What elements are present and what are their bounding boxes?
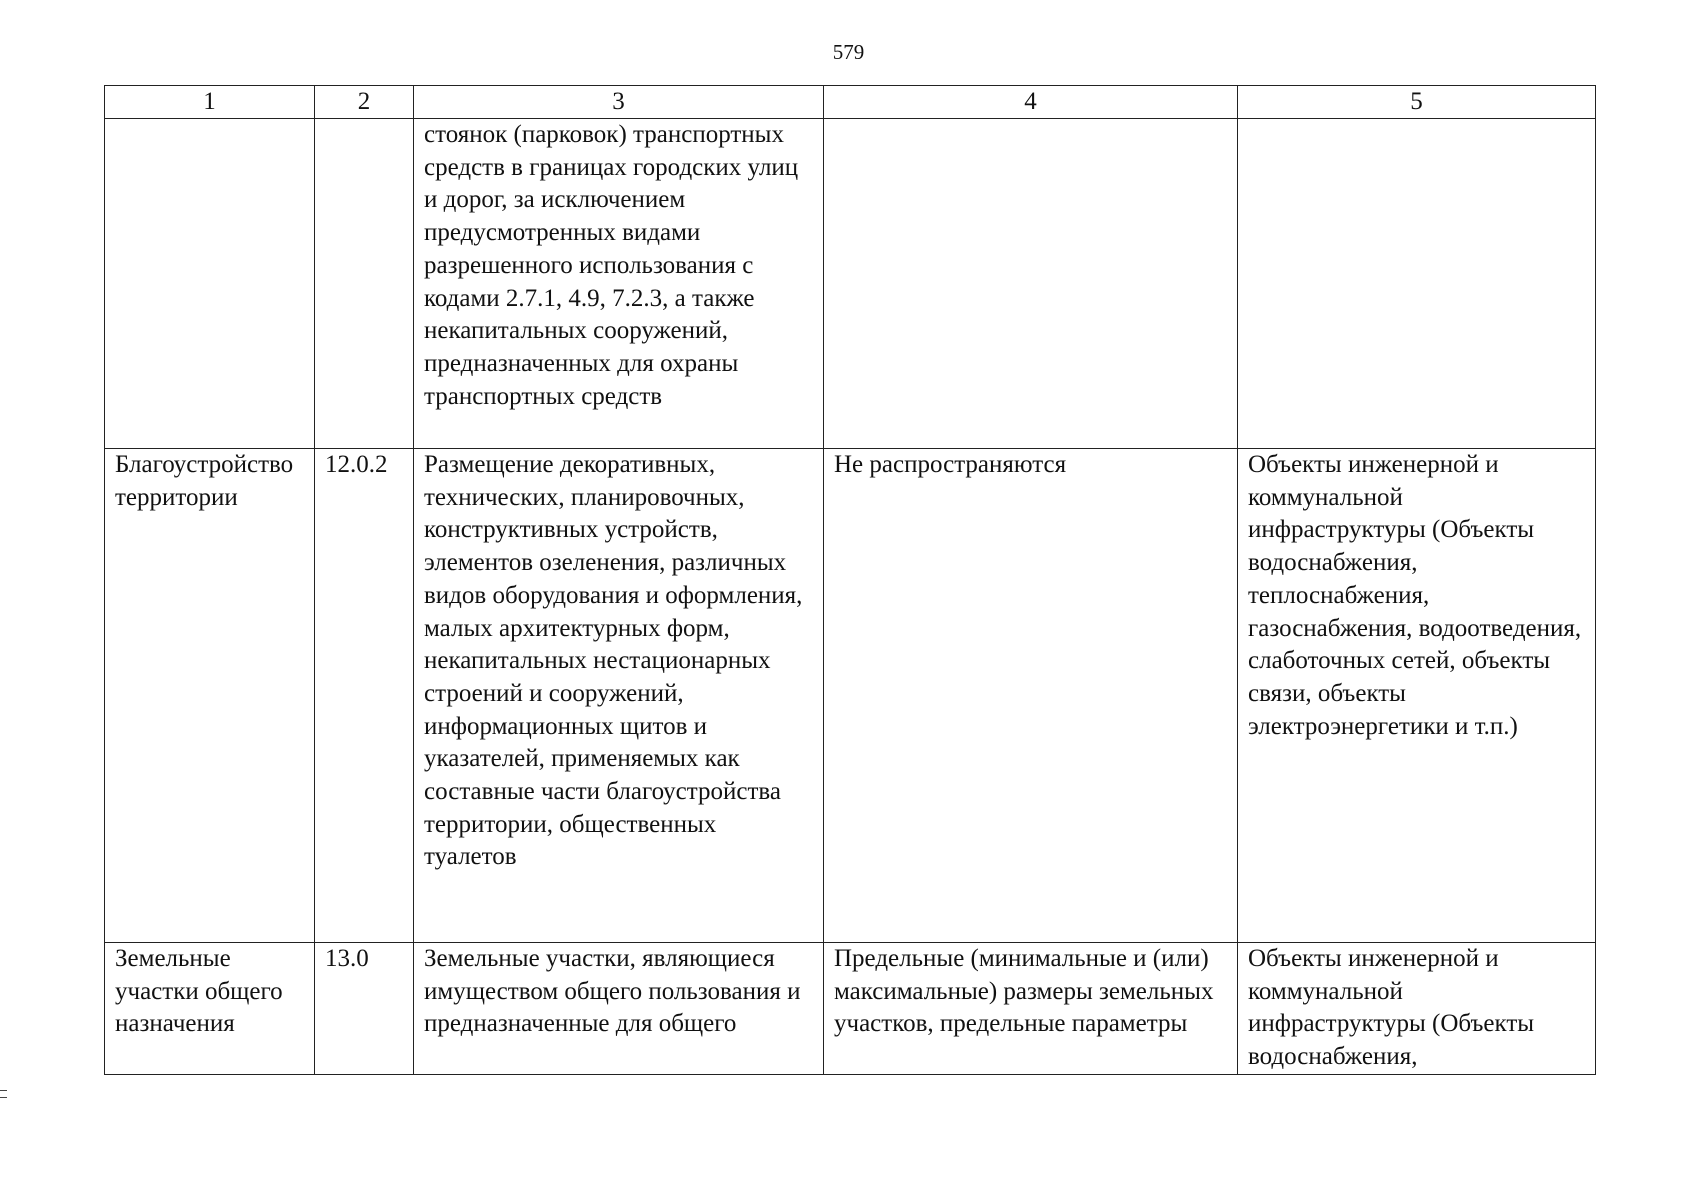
cell-land-use-description [414, 943, 824, 1075]
cell-clip: Земельные участки, являющиеся имуществом общего пользования и предназначенные для общего [424, 945, 801, 1038]
cell-auxiliary-objects: Объекты инженерной и коммунальной инфраструктуры (Объекты водоснабжения, теплоснабжения, газоснабжения, водоотведения, слаботочных сетей, объекты связи, объекты электроэнергетики и т.п.) [1238, 449, 1596, 943]
cell-land-use-name [105, 119, 315, 449]
column-header-5: 5 [1238, 86, 1596, 119]
cell-clip: Объекты инженерной и коммунальной инфраструктуры (Объекты водоснабжения, [1248, 945, 1535, 1071]
cell-land-use-description: Размещение декоративных, технических, планировочных, конструктивных устройств, элементов озеленения, различных видов оборудования и оформления, малых архитектурных форм, некапитальных нестационарных строений и сооружений, информационных щитов и указателей, применяемых как составные части благоустройства территории, общественных туалетов [414, 449, 824, 943]
cell-limit-parameters: Не распространяются [824, 449, 1238, 943]
cell-auxiliary-objects [1238, 119, 1596, 449]
table-header-row [105, 86, 1596, 119]
cell-limit-parameters [824, 943, 1238, 1075]
cell-land-use-code [315, 943, 414, 1075]
table-row [105, 943, 1596, 1075]
cell-clip: 13.0 [325, 945, 369, 972]
column-header-2: 2 [315, 86, 414, 119]
cell-land-use-code: 12.0.2 [315, 449, 414, 943]
column-header-1: 1 [105, 86, 315, 119]
cell-land-use-name [105, 943, 315, 1075]
cell-clip: Предельные (минимальные и (или) максимальные) размеры земельных участков, предельные параметры [834, 945, 1214, 1038]
zoning-table [104, 85, 1596, 1075]
cell-clip: Земельные участки общего назначения [115, 945, 283, 1038]
table-row [105, 449, 1596, 943]
table-row [105, 119, 1596, 449]
page-number: 579 [832, 40, 865, 64]
cell-land-use-description: стоянок (парковок) транспортных средств в границах городских улиц и дорог, за исключением предусмотренных видами разрешенного использования с кодами 2.7.1, 4.9, 7.2.3, а также некапитальных сооружений, предназначенных для охраны транспортных средств [414, 119, 824, 449]
cell-land-use-code [315, 119, 414, 449]
column-header-3: 3 [414, 86, 824, 119]
scan-artifact [0, 1090, 7, 1098]
column-header-4: 4 [824, 86, 1238, 119]
cell-land-use-name: Благоустройство территории [105, 449, 315, 943]
cell-limit-parameters [824, 119, 1238, 449]
cell-auxiliary-objects [1238, 943, 1596, 1075]
